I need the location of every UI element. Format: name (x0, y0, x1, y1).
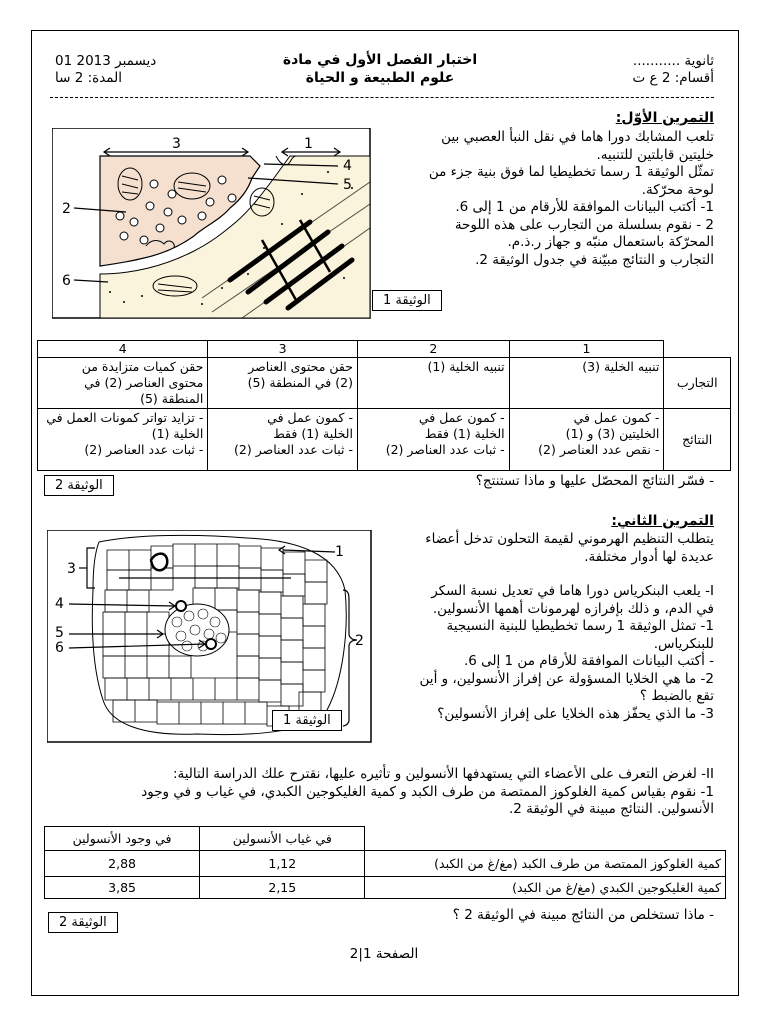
exercise1-text: تلعب المشابك دورا هاما في نقل النبأ العصبي بين خليتين قابلتين للتنبيه. تمثّل الوثيقة 1 رسما تخطيطيا لما فوق بنية جزء من لوحة محرّكة. 1- أكتب البيانات الموافقة للأرقام من 1 إلى 6. 2 - نقوم بسلسلة من التجارب على هذه اللوحة المحرّكة باستعمال منبّه و جهاز ر.ذ.م. التجارب و النتائج مبيّنة في جدول الوثيقة 2. (428, 129, 714, 268)
synapse-label-1: 1 (304, 136, 313, 152)
exercise1-results-table (37, 340, 731, 471)
glycogen-absent-value: 2,15 (200, 877, 365, 899)
exercise2-insulin-table (44, 826, 726, 899)
exam-duration: المدة: 2 سا (55, 70, 122, 86)
school-name: ثانوية ........... (632, 53, 714, 69)
col-number-1: 1 (509, 341, 664, 358)
glucose-absent-value: 1,12 (200, 851, 365, 877)
pancreas-label-3: 3 (67, 561, 76, 577)
exercise2-part2: II- لغرض التعرف على الأعضاء التي يستهدفها الأنسولين و تأثيره عليها، نقترح علك الدراسة التالية: 1- نقوم بقياس كمية الغلوكوز الممتصة من طرف الكبد و كمية الغليكوجين الكبدي، في غياب و في وجود الأنسولين. النتائج مبينة في الوثيقة 2. (141, 766, 714, 817)
exercise2-title: التمرين الثاني: (611, 513, 714, 529)
exercise2-part1: I- يلعب البنكرياس دورا هاما في تعديل نسبة السكر في الدم، و ذلك بإفرازه لهرمونات أهمها الأنسولين. 1- تمثل الوثيقة 1 رسما تخطيطيا للبنية النسيجية للبنكرياس. - أكتب البيانات الموافقة للأرقام من 1 إلى 6. 2- ما هي الخلايا المسؤولة عن إفراز الأنسولين، و أين تقع بالضبط ؟ 3- ما الذي يحفّز هذه الخلايا على إفراز الأنسولين؟ (419, 583, 714, 722)
pancreas-label-2: 2 (355, 633, 364, 649)
row-label-glycogen: كمية الغليكوجين الكبدي (مغ/غ من الكبد) (365, 877, 726, 899)
table-row-experiments (38, 358, 731, 409)
pancreas-label-5: 5 (55, 625, 64, 641)
table-header-row (38, 341, 731, 358)
experiment-3: حقن محتوى العناصر (2) في المنطقة (5) (208, 358, 358, 409)
result-4: - تزايد تواتر كمونات العمل في الخلية (1) - ثبات عدد العناصر (2) (38, 409, 208, 471)
synapse-figure (52, 128, 372, 324)
classes: أقسام: 2 ع ت (632, 70, 714, 86)
exercise2-table-label: الوثيقة 2 (48, 912, 118, 933)
pancreas-label-1: 1 (335, 544, 344, 560)
result-3: - كمون عمل في الخلية (1) فقط - ثبات عدد العناصر (2) (208, 409, 358, 471)
synapse-label-4: 4 (343, 158, 352, 174)
row-label-glucose: كمية الغلوكوز الممتصة من طرف الكبد (مغ/غ من الكبد) (365, 851, 726, 877)
table-row-results (38, 409, 731, 471)
header-insulin-present: في وجود الأنسولين (45, 827, 200, 851)
experiment-1: تنبيه الخلية (3) (509, 358, 664, 409)
exercise1-table-label: الوثيقة 2 (44, 475, 114, 496)
exercise2-figure-label: الوثيقة 1 (272, 710, 342, 731)
result-1: - كمون عمل في الخليتين (3) و (1) - نقص عدد العناصر (2) (509, 409, 664, 471)
table-row (45, 877, 726, 899)
experiment-2: تنبيه الخلية (1) (357, 358, 509, 409)
synapse-label-5: 5 (343, 177, 352, 193)
exercise2-question: - ماذا تستخلص من النتائج مبينة في الوثيقة 2 ؟ (452, 907, 714, 923)
insulin-table-header (45, 827, 726, 851)
row-label-results: النتائج (664, 409, 731, 471)
exam-title: اختبار الفصل الأول في مادة (282, 52, 478, 68)
page-number: الصفحة 1|2 (349, 946, 419, 962)
col-number-2: 2 (357, 341, 509, 358)
row-label-experiments: التجارب (664, 358, 731, 409)
header-divider (50, 97, 714, 98)
glucose-present-value: 2,88 (45, 851, 200, 877)
col-number-4: 4 (38, 341, 208, 358)
synapse-label-6: 6 (62, 273, 71, 289)
experiment-4: حقن كميات متزايدة من محتوى العناصر (2) في المنطقة (5) (38, 358, 208, 409)
result-2: - كمون عمل في الخلية (1) فقط - ثبات عدد العناصر (2) (357, 409, 509, 471)
synapse-label-3: 3 (172, 136, 181, 152)
header-insulin-absent: في غياب الأنسولين (200, 827, 365, 851)
col-number-3: 3 (208, 341, 358, 358)
exercise2-intro: يتطلب التنظيم الهرموني لقيمة التحلون تدخل أعضاء عديدة لها أدوار مختلفة. (425, 531, 714, 565)
exercise1-question: - فسّر النتائج المحصّل عليها و ماذا تستنتج؟ (475, 473, 714, 489)
exercise1-title: التمرين الأوّل: (615, 110, 714, 126)
exam-date: 01 ديسمبر 2013 (55, 53, 157, 69)
pancreas-label-4: 4 (55, 596, 64, 612)
synapse-label-2: 2 (62, 201, 71, 217)
exam-subject: علوم الطبيعة و الحياة (305, 70, 455, 86)
pancreas-label-6: 6 (55, 640, 64, 656)
exercise1-figure-label: الوثيقة 1 (372, 290, 442, 311)
table-row (45, 851, 726, 877)
glycogen-present-value: 3,85 (45, 877, 200, 899)
synapse-diagram (52, 128, 372, 320)
